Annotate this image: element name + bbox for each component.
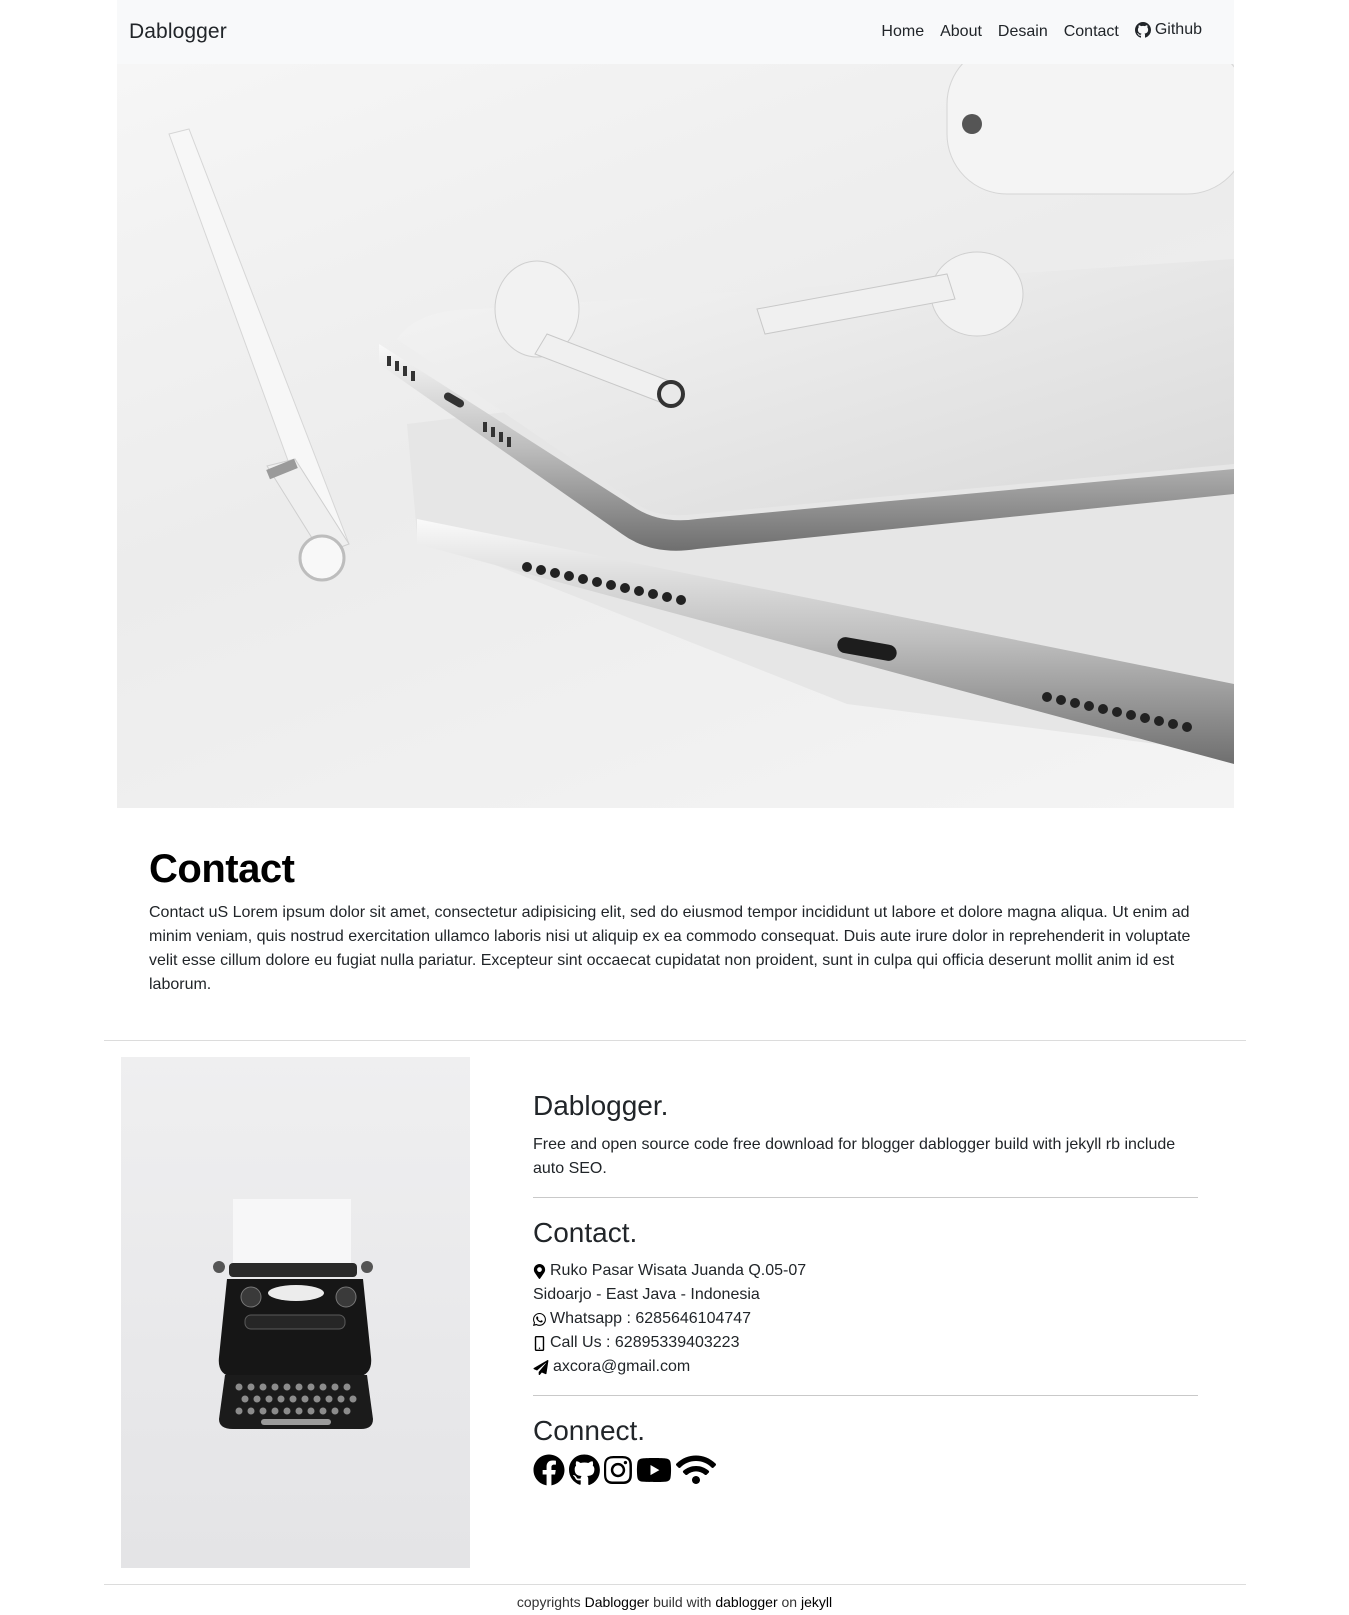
nav-menu xyxy=(873,21,1210,43)
youtube-link[interactable] xyxy=(636,1454,672,1486)
phone-line[interactable]: Call Us : 62895339403223 xyxy=(533,1331,1198,1355)
contact-section xyxy=(149,845,1209,997)
connect-heading: Connect. xyxy=(533,1415,646,1447)
github-icon xyxy=(1135,22,1151,38)
hero-image xyxy=(117,64,1234,808)
address-line-2: Sidoarjo - East Java - Indonesia xyxy=(533,1286,760,1304)
facebook-link[interactable] xyxy=(533,1454,565,1486)
page-title: Contact xyxy=(149,847,295,891)
divider xyxy=(533,1197,1198,1198)
nav-link-home[interactable]: Home xyxy=(881,23,925,40)
nav-link-desain[interactable]: Desain xyxy=(997,23,1048,40)
instagram-link[interactable] xyxy=(604,1454,632,1486)
address-line-1: Ruko Pasar Wisata Juanda Q.05-07 xyxy=(533,1259,1198,1283)
nav-link-github[interactable] xyxy=(1127,21,1210,39)
facebook-icon xyxy=(533,1454,565,1486)
github-icon xyxy=(569,1454,600,1486)
mobile-phone-icon xyxy=(533,1336,546,1351)
contact-heading: Contact. xyxy=(533,1216,638,1248)
contact-details xyxy=(533,1259,1198,1379)
jekyll-link[interactable]: jekyll xyxy=(800,1594,833,1610)
nav-link-contact[interactable]: Contact xyxy=(1063,23,1119,40)
whatsapp-icon xyxy=(533,1312,546,1327)
about-text: Free and open source code free download for blogger dablogger build with jekyll rb include auto SEO. xyxy=(533,1135,1176,1177)
about-heading: Dablogger. xyxy=(533,1090,669,1121)
navbar xyxy=(117,0,1234,64)
copyright: copyrights Dablogger build with dablogger on jekyll xyxy=(516,1594,833,1610)
youtube-icon xyxy=(636,1454,672,1486)
map-marker-icon xyxy=(533,1264,546,1279)
divider xyxy=(533,1395,1198,1396)
footer-divider xyxy=(104,1584,1246,1585)
email-line[interactable]: axcora@gmail.com xyxy=(533,1355,1198,1379)
whatsapp-line[interactable]: Whatsapp : 6285646104747 xyxy=(533,1307,1198,1331)
rss-link[interactable] xyxy=(676,1454,716,1486)
social-links xyxy=(533,1454,1198,1486)
site-link[interactable]: Dablogger xyxy=(584,1594,650,1610)
brand-logo-link[interactable]: Dablogger xyxy=(129,20,227,43)
section-divider xyxy=(104,1040,1246,1041)
paper-plane-icon xyxy=(533,1360,549,1375)
nav-link-about[interactable]: About xyxy=(940,23,982,40)
contact-description: Contact uS Lorem ipsum dolor sit amet, consectetur adipisicing elit, sed do eiusmod tempor incididunt ut labore et dolore magna aliqua. Ut enim ad minim veniam, quis nostrud exercitation ullamco laboris nisi ut aliquip ex ea commodo consequat. Duis aute irure dolor in reprehenderit in voluptate velit esse cillum dolore eu fugiat nulla pariatur. Excepteur sint occaecat cupidatat non proident, sunt in culpa qui officia deserunt mollit anim id est laborum. xyxy=(149,904,1191,993)
typewriter-image xyxy=(121,1057,470,1568)
rss-icon xyxy=(676,1454,716,1486)
instagram-icon xyxy=(604,1454,632,1486)
nav-link-github-label: Github xyxy=(1154,21,1202,38)
github-link[interactable] xyxy=(569,1454,600,1486)
footer-info xyxy=(533,1089,1198,1486)
author-link[interactable]: dablogger xyxy=(715,1594,778,1610)
